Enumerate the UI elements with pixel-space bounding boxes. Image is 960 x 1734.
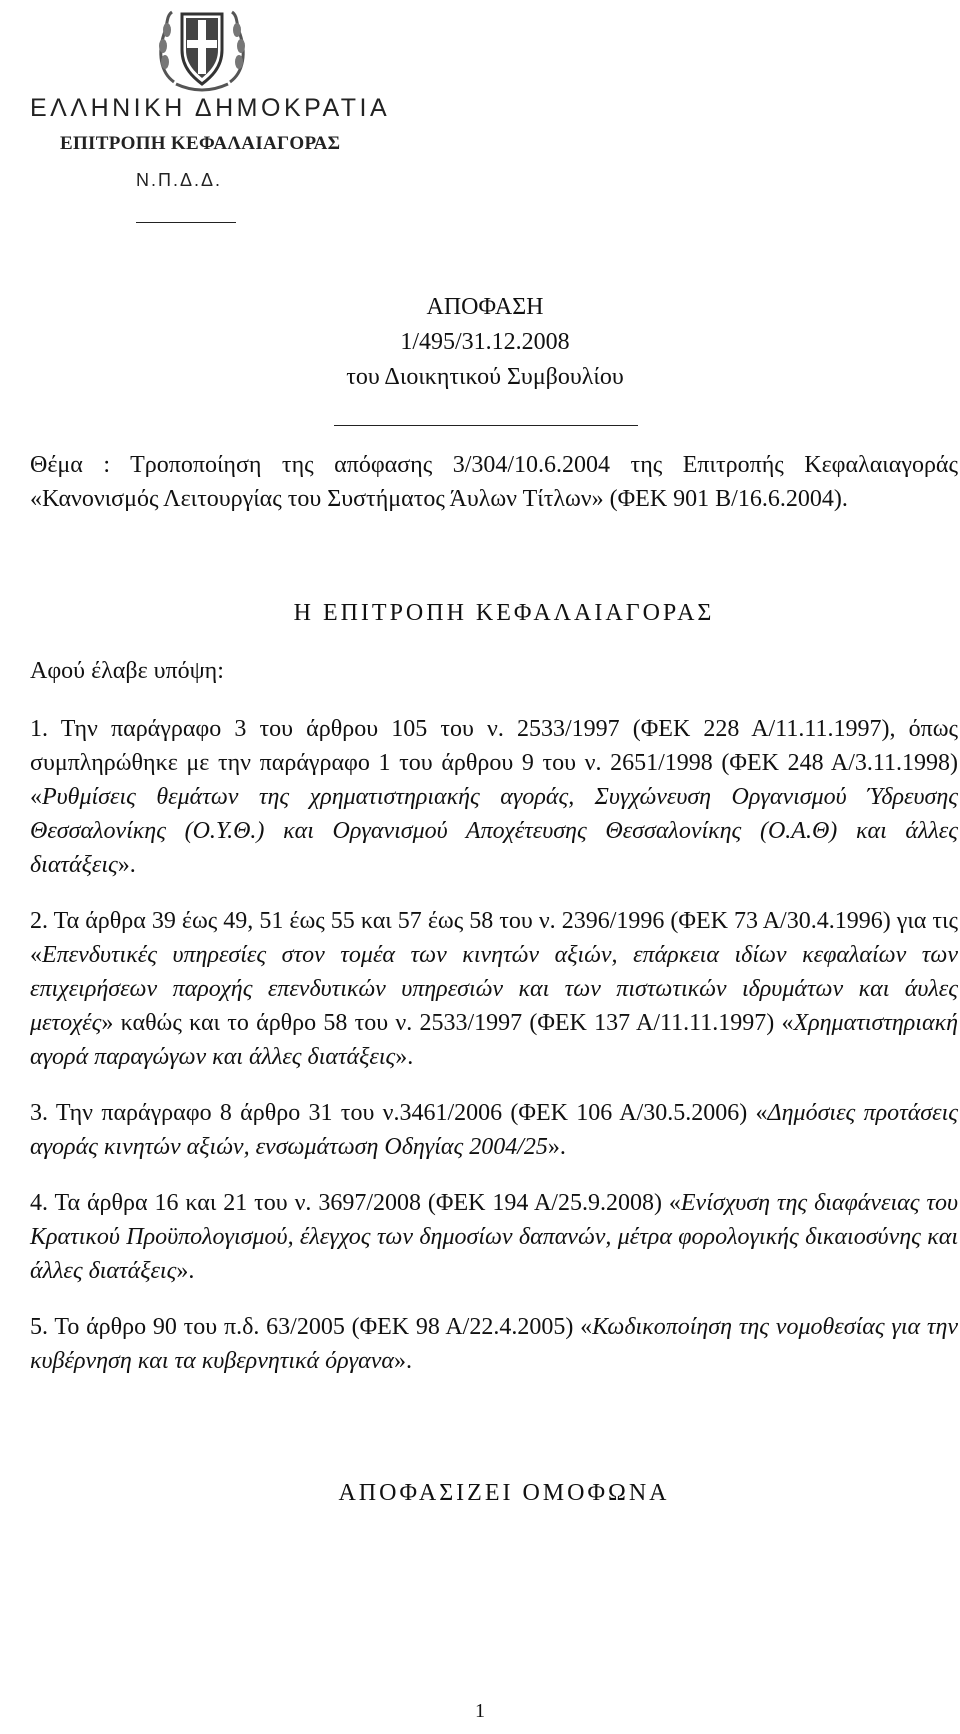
page-number: 1 bbox=[475, 1700, 485, 1722]
list-item: 3. Την παράγραφο 8 άρθρο 31 του ν.3461/2006 (ΦΕΚ 106 Α/30.5.2006) «Δημόσιες προτάσεις αγοράς κινητών αξιών, ενσωμάτωση Οδηγίας 2004/25». bbox=[30, 1100, 958, 1160]
list-item: 4. Τα άρθρα 16 και 21 του ν. 3697/2008 (ΦΕΚ 194 Α/25.9.2008) «Ενίσχυση της διαφάνειας του Κρατικού Προϋπολογισμού, έλεγχος των δημοσίων δαπανών, μέτρα φορολογικής δικαιοσύνης και άλλες διατάξεις». bbox=[30, 1190, 958, 1284]
list-item: 5. Το άρθρο 90 του π.δ. 63/2005 (ΦΕΚ 98 Α/22.4.2005) «Κωδικοποίηση της νομοθεσίας για την κυβέρνηση και τα κυβερνητικά όργανα». bbox=[30, 1314, 958, 1374]
legal-form: Ν.Π.Δ.Δ. bbox=[136, 170, 223, 190]
decision-title: ΑΠΟΦΑΣΗ bbox=[426, 294, 544, 320]
committee-heading: Η ΕΠΙΤΡΟΠΗ ΚΕΦΑΛΑΙΑΓΟΡΑΣ bbox=[293, 600, 715, 626]
committee-name: ΕΠΙΤΡΟΠΗ ΚΕΦΑΛΑΙΑΓΟΡΑΣ bbox=[60, 133, 341, 154]
decision-number: 1/495/31.12.2008 bbox=[400, 329, 570, 355]
republic-name: ΕΛΛΗΝΙΚΗ ΔΗΜΟΚΡΑΤΙΑ bbox=[30, 94, 391, 122]
document-body bbox=[30, 448, 958, 1510]
header-divider bbox=[136, 222, 236, 223]
heading-divider bbox=[334, 425, 638, 426]
greek-coat-of-arms-icon bbox=[154, 4, 250, 94]
list-item: 1. Την παράγραφο 3 του άρθρου 105 του ν. 2533/1997 (ΦΕΚ 228 Α/11.11.1997), όπως συμπληρώθηκε με την παράγραφο 1 του άρθρου 9 του ν. 2651/1998 (ΦΕΚ 248 Α/3.11.1998) «Ρυθμίσεις θεμάτων της χρηματιστηριακής αγοράς, Συγχώνευση Οργανισμού Ύδρευσης Θεσσαλονίκης (Ο.Υ.Θ.) και Οργανισμού Αποχέτευσης Θεσσαλονίκης (Ο.Α.Θ) και άλλες διατάξεις». bbox=[30, 716, 958, 878]
decision-issuer: του Διοικητικού Συμβουλίου bbox=[346, 364, 624, 390]
considering-label: Αφού έλαβε υπόψη: bbox=[30, 658, 224, 684]
subject-paragraph: Θέμα : Τροποποίηση της απόφασης 3/304/10.6.2004 της Επιτροπής Κεφαλαιαγοράς «Κανονισμός Λειτουργίας του Συστήματος Άυλων Τίτλων» (ΦΕΚ 901 Β/16.6.2004). bbox=[30, 452, 958, 512]
decision-heading bbox=[0, 290, 960, 395]
list-item: 2. Τα άρθρα 39 έως 49, 51 έως 55 και 57 έως 58 του ν. 2396/1996 (ΦΕΚ 73 Α/30.4.1996) για τις «Επενδυτικές υπηρεσίες στον τομέα των κινητών αξιών, επάρκεια ιδίων κεφαλαίων των επιχειρήσεων παροχής επενδυτικών υπηρεσιών και των πιστωτικών ιδρυμάτων και άυλες μετοχές» καθώς και το άρθρο 58 του ν. 2533/1997 (ΦΕΚ 137 Α/11.11.1997) «Χρηματιστηριακή αγορά παραγώγων και άλλες διατάξεις». bbox=[30, 908, 958, 1070]
decides-heading: ΑΠΟΦΑΣΙΖΕΙ ΟΜΟΦΩΝΑ bbox=[338, 1480, 670, 1506]
